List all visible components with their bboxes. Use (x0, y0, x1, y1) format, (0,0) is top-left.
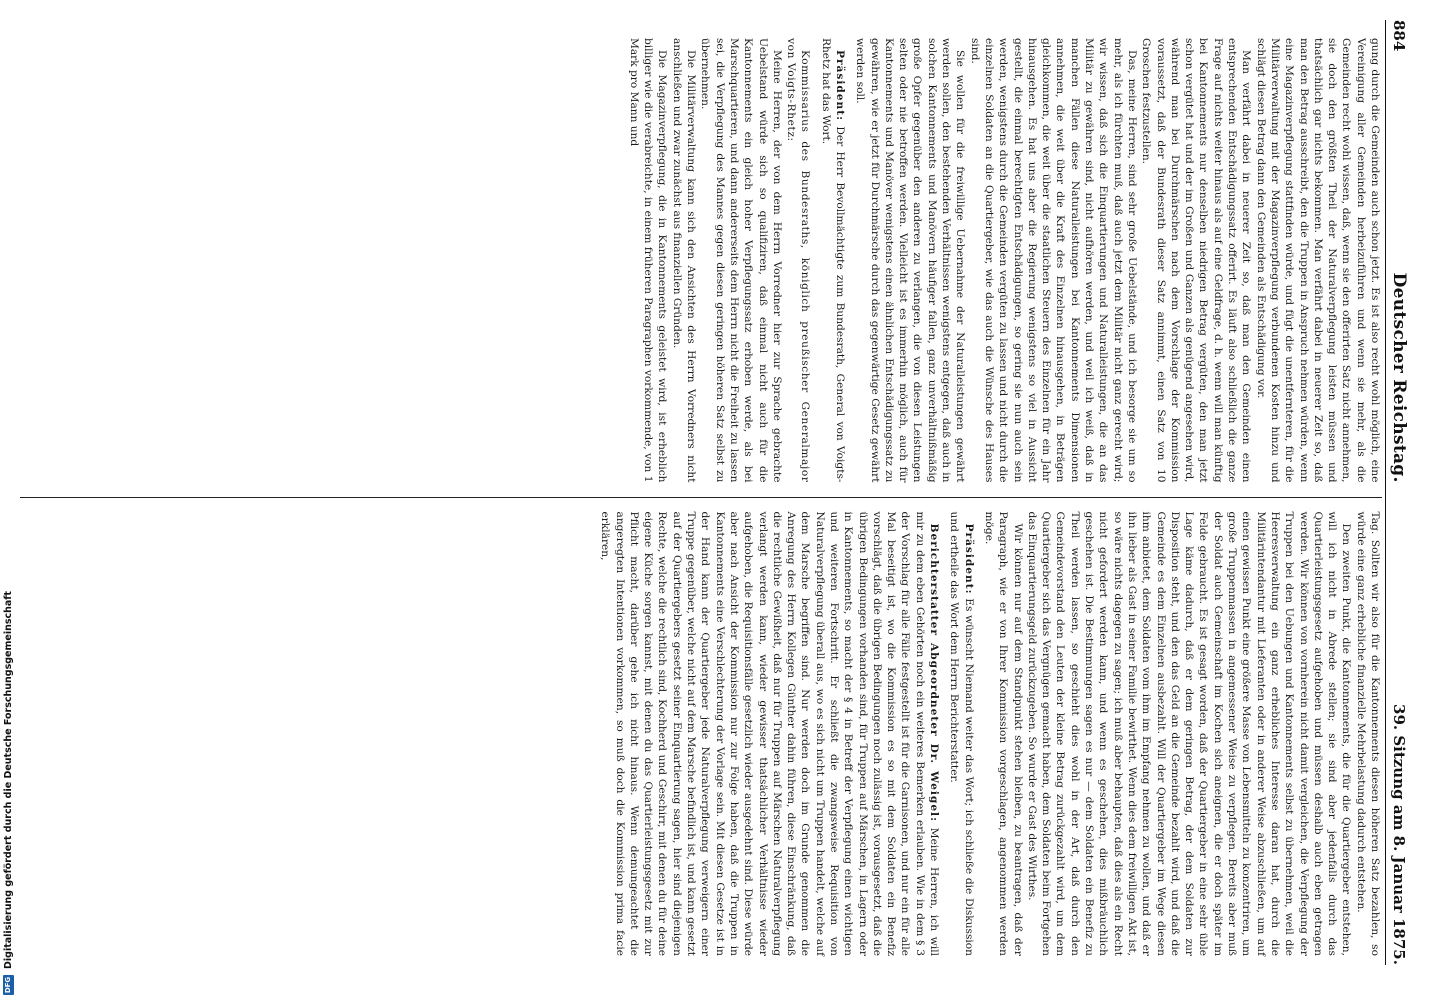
text-columns (20, 24, 1382, 970)
dfg-logo-icon: DFG (4, 976, 12, 994)
publication-title: Deutscher Reichstag. (1389, 272, 1409, 483)
paragraph: Meine Herren, der von dem Herrn Vorredner hier zur Sprache gebrachte Uebelstand würde sich so qualifiziren, daß einmal nicht auch für die Kantonnements ein gleich hoher Verpflegungssatz erhoben werde, als bei Marschquartieren, und dann andererseits dem Herrn nicht die Freiheit zu lassen sei, die Verpflegung des Mannes gegen diesen geringen höheren Satz selbst zu übernehmen. (699, 38, 783, 483)
digitization-credit (3, 435, 14, 995)
credit-text: Digitalisierung gefördert durch die Deutsche Forschungsgemeinschaft (3, 591, 14, 969)
speaker-heading: Kommissarius des Bundesraths, königlich preußischer Generalmajor von Voigts-Rhetz: (785, 38, 812, 483)
left-column (20, 24, 1382, 497)
speech-rapporteur (598, 512, 941, 957)
page-header (1385, 20, 1412, 965)
speech-text: Meine Herren, ich will mir zu dem eben Gehörten noch ein weiteres Bemerken erlauben. Wie in dem § 3 der Vorschlag für alle Fälle festgestellt ist für die Garnisonen, und nur ein für alle Mal beseitigt ist, wo die Kommission es so mit dem Soldaten ein Benefiz vorschlägt, daß die übrigen Bedingungen noch zulässig ist, vorausgesetzt, daß die übrigen Bedingungen vorhanden sind, für Truppen auf Märschen, in Lagern oder in Kantonnements, so macht der § 4 in Betreff der Verpflegung einen wichtigen und weiteren Fortschritt. Er schließt die zwangsweise Requisition von Naturalverpflegung überall aus, wo es sich nicht um Truppen handelt, welche auf dem Marsche begriffen sind. Nur werden doch im Grunde genommen die Anregung des Herrn Kollegen Günther dahin führen, diese Einschränkung, daß die rechtliche Gewißheit, daß nur für Truppen auf Märschen Naturalverpflegung verlangt werden kann, wieder gewisser thatsächlicher Verhältnisse wieder aufgehoben, die Requisitionsfälle gesetzlich wieder ausgedehnt sind. Diese würde aber nach Ansicht der Kommission nur zur Folge haben, daß die Truppen in Kantonnements eine Verschlechterung der Vorlage sein. Mit diesen Gesetze ist in der Hand kann der Quartiergeber jede Naturalverpflegung verweigern einer Truppe gegenüber, welche nicht auf dem Marsche befindlich ist, und kann gesetzt auf der Quartiergebers gesetzt seiner Einquartierung sagen, hier sind diejenigen Rechte, welche die rechtlich sind, Kochherd und Geschirr, mit denen du für deine eigene Küche sorgen kannst, mit denen du das Quartierleistungsgesetz mit zur Pflicht macht, darüber gehe ich nicht hinaus. Wenn demungeachtet die angeregten Intentionen vorkommen, so muß doch die Kommission prima facie erklären, (599, 511, 941, 956)
paragraph: Tag. Sollten wir also für die Kantonnements diesen höheren Satz bezahlen, so würde eine ganz erhebliche finanzielle Mehrbelastung dadurch entstehen. (1354, 511, 1381, 956)
speech-text: Es wünscht Niemand weiter das Wort; ich schließe die Diskussion und ertheile das Wort dem Herrn Berichterstatter. (948, 511, 975, 957)
speaker-name: Berichterstatter Abgeordneter Dr. Weigel: (928, 523, 941, 822)
speaker-name: Präsident: (962, 523, 975, 595)
paragraph: Man verfährt dabei in neuerer Zeit so, daß man den Gemeinden einen entsprechenden Entschädigungssatz offerirt. Es läuft also schließlich die ganze Frage auf nichts weiter hinaus als auf eine Geldfrage, d. h. wenn will man künftig bei Kantonnements nur denselben niedrigen Betrag vergüten, den man jetzt schon vergütet hat und der im Großen und Ganzen als genügend angesehen wird, während man bei Durchmärschen nach dem Vorschlage der Kommission voraussetzt, daß der Bundesrath dieser Satz annimmt, einen Satz von 10 Groschen festzustellen. (1140, 38, 1253, 483)
paragraph: Die Militärverwaltung kann sich den Ansichten des Herrn Vorredners nicht anschließen und zwar zunächst aus finanziellen Gründen. (670, 38, 698, 483)
paragraph: Den zweiten Punkt, die Kantonnements, die für die Quartiergeber entstehen, will ich nicht in Abrede stellen; sie sind aber jedenfalls durch das Quartierleistungsgesetz aufgehoben und müssen deshalb auch eben getragen werden. Wir können von vornherein nicht damit vergleichen, die Verpflegung der Truppen bei den Uebungen und Kantonnements selbst zu übernehmen, weil die Heeresverwaltung ein ganz erhebliches Interesse daran hat, durch die Militärintendantur mit Lieferanten oder in anderer Weise abzuschließen, um auf einen gewissen Punkt eine größere Masse von Lebensmitteln zu konzentriren, um große Truppenmassen in angemessener Weise zu verpflegen. Bereits aber muß der Soldat auch Gemeinschaft im Kochen sich aneignen, die er doch später im Felde gebraucht. Es ist gesagt worden, daß der Quartiergeber in eine sehr üble Lage käme dadurch, daß er dem geringen Betrag, der dem Soldaten zur Disposition steht, und den das Geld an die Gemeinde bezahlt wird, und daß die Gemeinde es dem Einzelnen ausbezahlt. Will der Quartiergeber im Wege diesen ihm anbietet, dem Soldaten vom ihm im Empfang nehmen zu wollen, und daß er ihn lieber als Gast in seiner Familie bewirthet. Wenn dies dem freiwilligen Akt ist, so wäre nichts dagegen zu sagen; ich muß aber behaupten, daß dies als ein Recht nicht gefordert werden kann, und wenn es geschehen, dies mißbräuchlich geschehen ist. Die Bestimmungen sagen es nur — dem Soldaten ein Benefiz zu Theil werden lassen, so geschieht dies wohl in der Art, daß durch den Gemeindevorstand den Leuten der kleine Betrag zurückgezahlt wird, um dem Quartiergeber sich das Vergnügen gemacht haben, dem Soldaten beim Fortgehen das Einquartierungsgeld zurückzugeben. So wurde er Gast des Wirthes. (1025, 511, 1353, 956)
right-column (20, 497, 1382, 971)
paragraph: Sie wollen für die freiwillige Uebernahme der Naturalleistungen gewährt werden sollen, den bestehenden Verhältnissen wenigstens entgegen, daß auch in solchen Kantonnements und Manövern häufiger fallen, ganz unverhältnißmäßig große Opfer gegenüber den anderen zu verlangen, die von diesen Leistungen selten oder nie betroffen werden. Vielleicht ist es immerhin möglich, auch für Kantonnements und Manöver wenigstens einen ähnlichen Entschädigungssatz zu gewähren, wie er jetzt für Durchmärsche durch das gegenwärtige Gesetz gewährt werden soll. (854, 38, 967, 483)
speaker-name: Präsident: (834, 50, 847, 122)
speech-president (818, 38, 847, 483)
session-label: 39. Sitzung am 8. Januar 1875. (1390, 704, 1408, 965)
speech-text: Der Herr Bevollmächtigte zum Bundesrath, General von Voigts-Rhetz hat das Wort. (819, 38, 847, 483)
speech-president (947, 512, 976, 957)
paragraph: Die Magazinverpflegung, die in Kantonnements geleistet wird, ist erheblich billiger wie die verabreichte, in einem früheren Paragraphen vorkommende, von 1 Mark pro Mann und (627, 38, 669, 483)
page-number: 884 (1390, 20, 1408, 52)
paragraph: gung durch die Gemeinden auch schon jetzt. Es ist also recht wohl möglich, eine Vereinigung aller Gemeinden herbeizuführen und wenn sie mehr, als die Gemeinden recht wohl wissen, daß, wenn sie den offerirten Satz nicht annehmen, sie doch den größten Theil der Naturalverpflegung leisten müssen und thatsächlich gar nichts bekommen. Man verfährt dabei in neuerer Zeit so, daß man den Betrag ausschreibt, den die Truppen in Anspruch nehmen würden, wenn eine Magazinverpflegung stattfinden würde, und fügt die unentfernteren, für die Militärverwaltung mit der Magazinverpflegung verbundenen Kosten hinzu und schlägt diesen Betrag dann den Gemeinden als Entschädigung vor. (1254, 38, 1381, 483)
paragraph: Das, meine Herren, sind sehr große Uebelstände, und ich besorge sie um so mehr, als ich fürchten muß, daß auch jetzt dem Militär nicht ganz gerecht wird; wir wissen, daß sich die Einquartierungen und Naturalleistungen, die an das Militär zu gewähren sind, nicht aufhören werden, und weil ich weiß, daß in manchen Fällen diese Naturalleistungen bei Kantonnements Dimensionen annehmen, die weit über die Kraft des Einzelnen hinausgehen, in Beträgen gleichkommen, die weit über die staatlichen Steuern des Einzelnen für ein Jahr hinausgehen. Es hat uns aber die Regierung wenigstens so viel in Aussicht gestellt, die einmal berechtigten Entschädigungen, so gering sie nun auch sein werden, wenigstens durch die Gemeinden vergüten zu lassen und nicht durch die einzelnen Soldaten an die Quartiergeber, wie das auch die Wünsche des Hauses sind. (968, 38, 1138, 483)
paragraph: Wir können nur auf dem Standpunkt stehen bleiben, zu beantragen, daß der Paragraph, wie er von Ihrer Kommission vorgeschlagen, angenommen werden möge. (982, 511, 1024, 956)
